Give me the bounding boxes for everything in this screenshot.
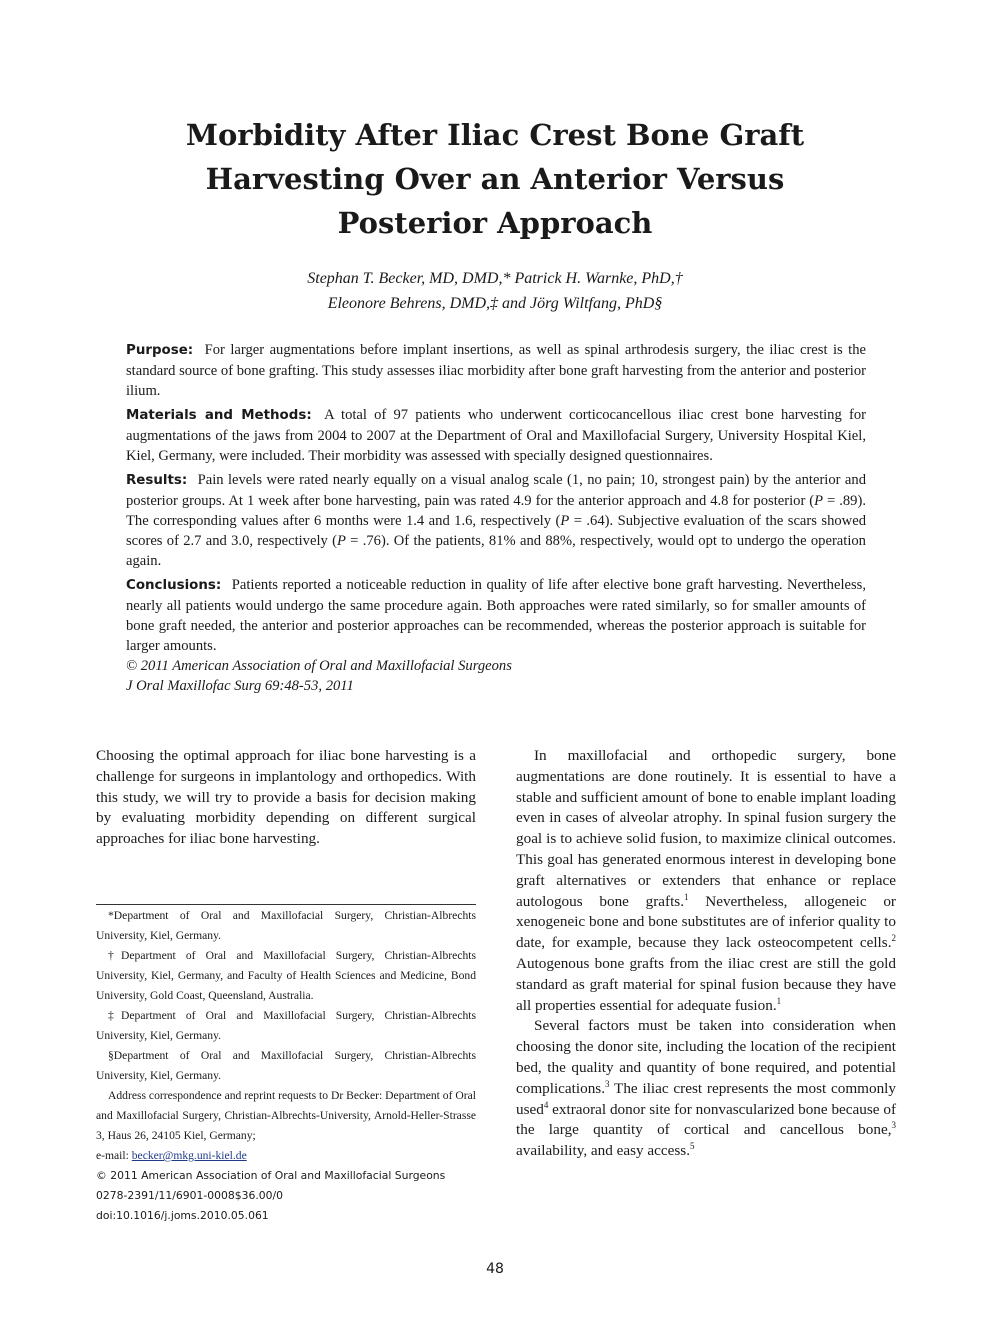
author-line: Eleonore Behrens, DMD,‡ and Jörg Wiltfang, PhD§: [327, 295, 663, 312]
reference-superscript[interactable]: 1: [684, 891, 689, 902]
conclusions-text: Patients reported a noticeable reduction in quality of life after elective bone graft harvesting. Nevertheless, nearly all patients would undergo the same procedure again. Both approaches were rated similarly, so for smaller amounts of bone graft needed, the anterior and posterior approaches can be recommended, whereas the posterior approach is suitable for larger amounts.: [126, 577, 866, 654]
title-line: Harvesting Over an Anterior Versus: [205, 162, 785, 196]
reference-superscript[interactable]: 3: [891, 1120, 896, 1131]
author-line: Stephan T. Becker, MD, DMD,* Patrick H. Warnke, PhD,†: [307, 270, 683, 287]
title-line: Morbidity After Iliac Crest Bone Graft: [185, 118, 805, 152]
publisher-copyright: © 2011 American Association of Oral and Maxillofacial Surgeons: [96, 1169, 446, 1182]
affiliation-footnote: *Department of Oral and Maxillofacial Surgery, Christian-Albrechts University, Kiel, Germany.: [96, 909, 476, 942]
body-paragraph: [516, 1016, 896, 1162]
footnote-divider: [96, 904, 476, 905]
affiliation-footnote: †Department of Oral and Maxillofacial Surgery, Christian-Albrechts University, Kiel, Germany, and Faculty of Health Sciences and Medicine, Bond University, Gold Coast, Queensland, Australia.: [96, 949, 476, 1002]
affiliation-footnote: ‡Department of Oral and Maxillofacial Surgery, Christian-Albrechts University, Kiel, Germany.: [96, 1009, 476, 1042]
issn: 0278-2391/11/6901-0008$36.00/0: [96, 1189, 284, 1202]
reference-superscript[interactable]: 5: [690, 1141, 695, 1152]
methods-text: A total of 97 patients who underwent corticocancellous iliac crest bone harvesting for augmentations of the jaws from 2004 to 2007 at the Department of Oral and Maxillofacial Surgery, University Hospital Kiel, Kiel, Germany, were included. Their morbidity was assessed with specially designed questionnaires.: [126, 407, 866, 464]
p-symbol: P: [560, 513, 570, 529]
email-line: [96, 1146, 476, 1166]
email-label: e-mail:: [96, 1149, 129, 1162]
affiliation-footnote: §Department of Oral and Maxillofacial Surgery, Christian-Albrechts University, Kiel, Germany.: [96, 1049, 476, 1082]
purpose-label: Purpose:: [126, 343, 194, 358]
purpose-text: For larger augmentations before implant insertions, as well as spinal arthrodesis surgery, the iliac crest is the standard source of bone grafting. This study assesses iliac morbidity after bone graft harvesting from the anterior and posterior ilium.: [126, 342, 866, 399]
abstract-purpose: [126, 340, 866, 401]
body-text: availability, and easy access.: [516, 1142, 691, 1160]
abstract-copyright: © 2011 American Association of Oral and Maxillofacial Surgeons: [126, 658, 512, 674]
body-text: Several factors must be taken into consideration when choosing the donor site, including the location of the recipient bed, the quality and quantity of bone required, and potential complications.: [516, 1017, 896, 1097]
doi: doi:10.1016/j.joms.2010.05.061: [96, 1209, 269, 1222]
body-text: The iliac crest represents the most commonly used: [516, 1079, 896, 1118]
left-column: [96, 746, 476, 850]
intro-paragraph: Choosing the optimal approach for iliac bone harvesting is a challenge for surgeons in implantology and orthopedics. With this study, we will try to provide a basis for decision making by evaluating morbidity depending on different surgical approaches for iliac bone harvesting.: [96, 747, 476, 848]
results-label: Results:: [126, 473, 188, 488]
title-line: Posterior Approach: [337, 206, 653, 240]
results-text: = .76). Of the patients, 81% and 88%, respectively, would opt to undergo the operation again.: [126, 533, 866, 569]
article-title: [120, 113, 870, 245]
page-number: 48: [486, 1261, 504, 1277]
email-link[interactable]: becker@mkg.uni-kiel.de: [131, 1149, 247, 1162]
abstract: [126, 340, 866, 696]
body-text: Nevertheless, allogeneic or xenogeneic bone and bone substitutes are of inferior quality to date, for example, because they lack osteocompetent cells.: [516, 892, 896, 952]
methods-label: Materials and Methods:: [126, 408, 312, 423]
reference-superscript[interactable]: 1: [776, 995, 782, 1006]
reference-superscript[interactable]: 3: [605, 1078, 610, 1089]
results-text: = .64). Subjective evaluation of the scars showed scores of 2.7 and 3.0, respectively (: [126, 513, 866, 549]
author-list: [120, 266, 870, 316]
abstract-results: [126, 470, 866, 571]
results-text: = .89). The corresponding values after 6 months were 1.4 and 1.6, respectively (: [126, 493, 866, 529]
p-symbol: P: [814, 493, 824, 509]
body-paragraph: [516, 746, 896, 1016]
footnotes: [96, 906, 476, 1226]
abstract-conclusions: [126, 575, 866, 656]
conclusions-label: Conclusions:: [126, 578, 222, 593]
right-column: [516, 746, 896, 1162]
body-text: In maxillofacial and orthopedic surgery, bone augmentations are done routinely. It is essential to have a stable and sufficient amount of bone to enable implant loading even in cases of alveolar atrophy. In spinal fusion surgery the goal is to achieve solid fusion, to maximize clinical outcomes. This goal has generated enormous interest in developing bone graft alternatives or extenders that enhance or replace autologous bone grafts.: [516, 747, 896, 910]
journal-citation: J Oral Maxillofac Surg 69:48-53, 2011: [126, 678, 354, 694]
results-text: Pain levels were rated nearly equally on a visual analog scale (1, no pain; 10, strongest pain) by the anterior and posterior groups. At 1 week after bone harvesting, pain was rated 4.9 for the anterior approach and 4.8 for posterior (: [126, 472, 866, 509]
reference-superscript[interactable]: 2: [891, 933, 896, 944]
abstract-methods: [126, 405, 866, 466]
reference-superscript[interactable]: 4: [543, 1099, 549, 1110]
correspondence-address: Address correspondence and reprint requests to Dr Becker: Department of Oral and Maxillofacial Surgery, Christian-Albrechts-University, Arnold-Heller-Strasse 3, Haus 26, 24105 Kiel, Germany;: [96, 1089, 476, 1142]
body-text: extraoral donor site for nonvascularized bone because of the large quantity of cortical and cancellous bone,: [516, 1100, 896, 1139]
body-text: Autogenous bone grafts from the iliac crest are still the gold standard as graft material for spinal fusion because they have all properties essential for adequate fusion.: [516, 954, 896, 1014]
p-symbol: P: [336, 533, 346, 549]
